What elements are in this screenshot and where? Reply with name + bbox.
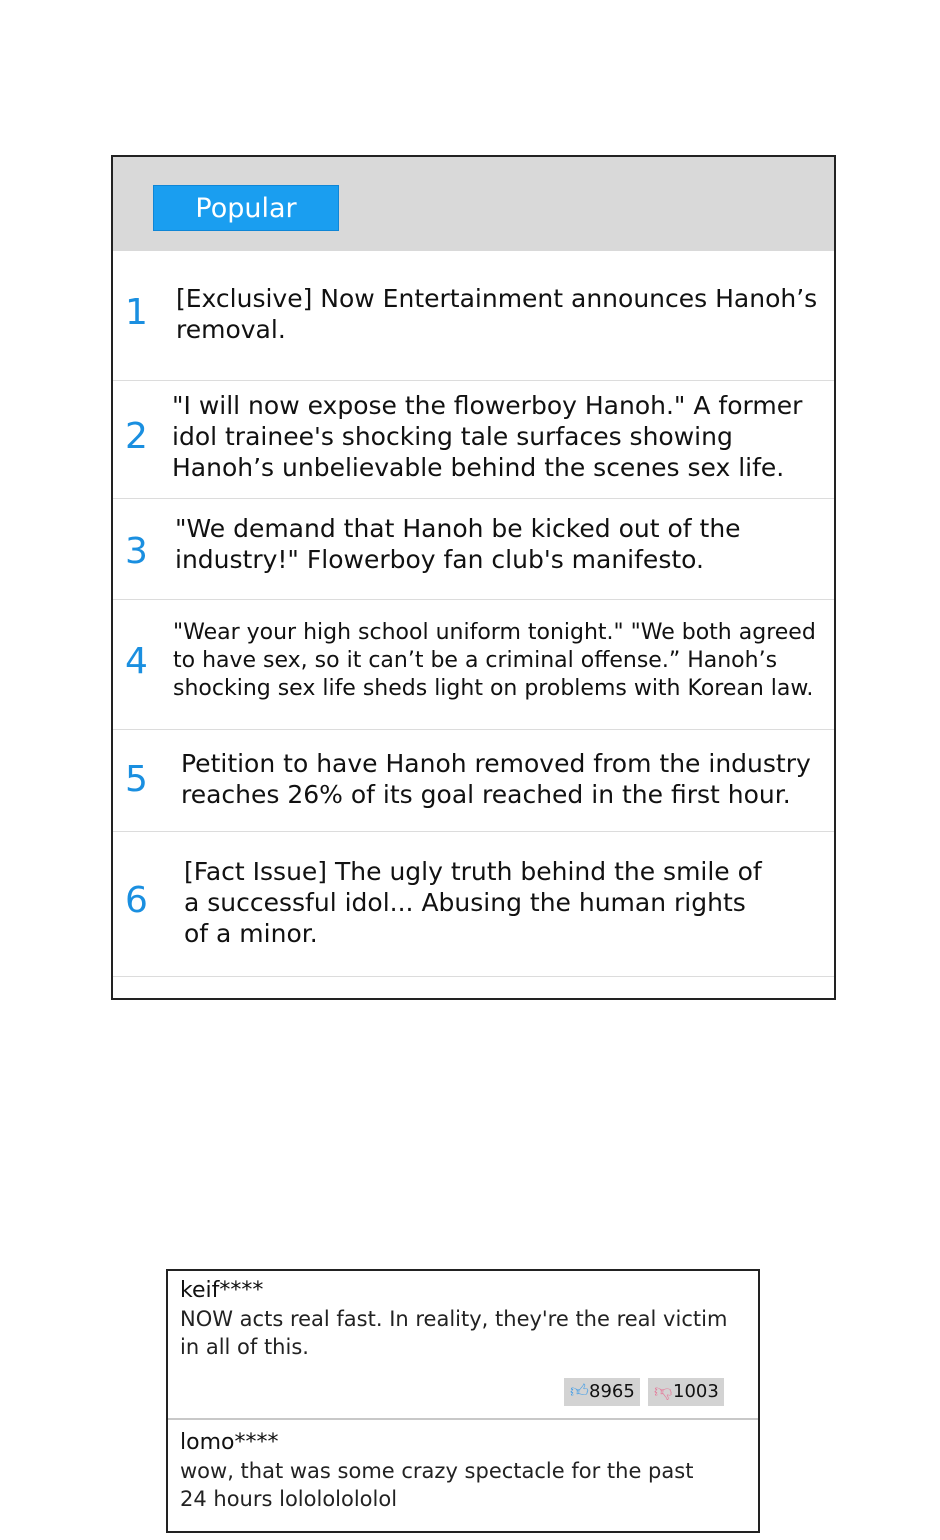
news-headline[interactable]: "We demand that Hanoh be kicked out of the industry!" Flowerboy fan club's manifesto. (175, 514, 741, 574)
news-item-1[interactable] (113, 251, 834, 381)
rank-number: 3 (125, 531, 148, 572)
rank-number: 1 (125, 292, 148, 333)
comment-username[interactable]: keif**** (180, 1278, 264, 1303)
news-item-4[interactable] (113, 600, 834, 730)
thumbs-down-icon: 👎︎ (654, 1381, 673, 1402)
news-headline[interactable]: "I will now expose the flowerboy Hanoh." A former idol trainee's shocking tale surfaces showing Hanoh’s unbelievable behind the scenes sex life. (172, 391, 803, 482)
news-item-6[interactable] (113, 832, 834, 977)
thumbs-up-icon: 👍︎ (570, 1381, 589, 1402)
rank-number: 4 (125, 641, 148, 682)
comment-item (168, 1420, 758, 1540)
news-item-3[interactable] (113, 499, 834, 600)
comment-text: NOW acts real fast. In reality, they're the real victim in all of this. (180, 1307, 728, 1359)
popular-news-panel (111, 155, 836, 1000)
rank-number: 2 (125, 416, 148, 457)
news-headline[interactable]: "Wear your high school uniform tonight." "We both agreed to have sex, so it can’t be a criminal offense.” Hanoh’s shocking sex life sheds light on problems with Korean law. (173, 620, 816, 701)
dislike-button[interactable] (648, 1378, 724, 1406)
news-item-2[interactable] (113, 381, 834, 499)
tab-popular[interactable]: Popular (153, 185, 339, 231)
like-count: 8965 (589, 1381, 635, 1402)
dislike-count: 1003 (673, 1381, 719, 1402)
panel-header (113, 157, 834, 251)
comments-panel (166, 1269, 760, 1533)
news-item-5[interactable] (113, 730, 834, 832)
rank-number: 5 (125, 759, 148, 800)
like-button[interactable] (564, 1378, 640, 1406)
comment-username[interactable]: lomo**** (180, 1430, 279, 1455)
comment-text: wow, that was some crazy spectacle for the past 24 hours lolololololol (180, 1459, 694, 1511)
news-headline[interactable]: Petition to have Hanoh removed from the industry reaches 26% of its goal reached in the first hour. (181, 749, 811, 809)
comment-item (168, 1271, 758, 1420)
news-headline[interactable]: [Exclusive] Now Entertainment announces Hanoh’s removal. (176, 284, 818, 344)
rank-number: 6 (125, 880, 148, 921)
news-headline[interactable]: [Fact Issue] The ugly truth behind the smile of a successful idol... Abusing the human rights of a minor. (184, 857, 762, 948)
